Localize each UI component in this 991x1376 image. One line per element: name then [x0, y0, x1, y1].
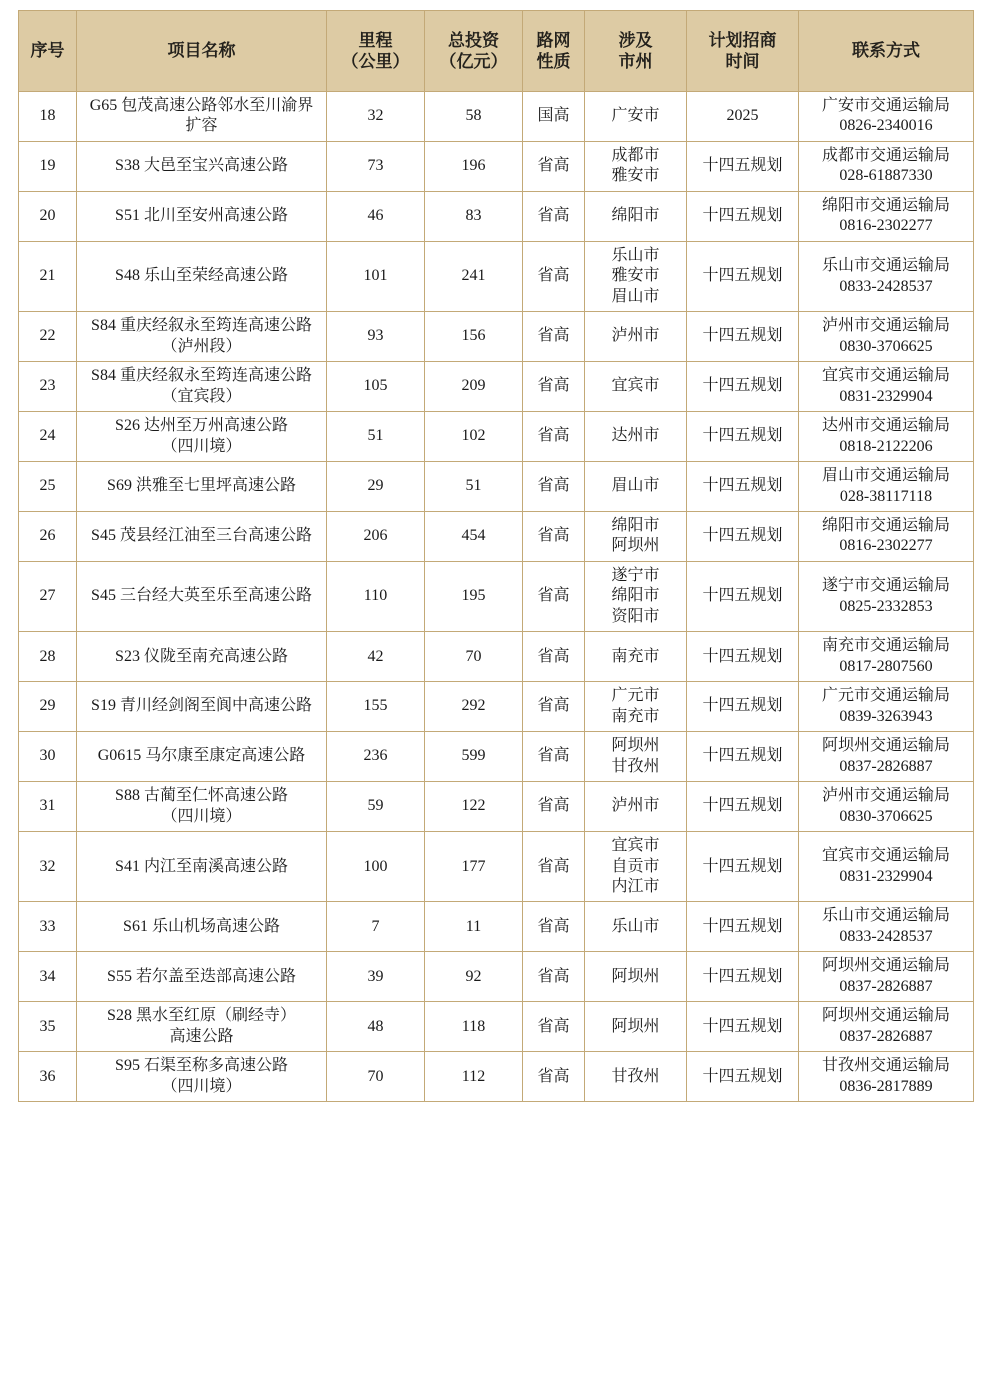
cell-index: 28 — [19, 632, 77, 682]
cell-name — [77, 312, 327, 362]
cell-name-line: S51 北川至安州高速公路 — [115, 207, 288, 225]
cell-name-line: S88 古蔺至仁怀高速公路 — [115, 787, 288, 805]
cell-contact — [799, 92, 974, 142]
cell-contact — [799, 1052, 974, 1102]
cell-contact — [799, 782, 974, 832]
cell-cities-line: 雅安市 — [611, 267, 660, 285]
cell-name-line: S26 达州至万州高速公路 — [115, 417, 288, 435]
cell-road_type: 省高 — [523, 241, 585, 311]
column-header-mileage-line1: 里程 — [358, 30, 393, 50]
cell-road_type: 省高 — [523, 1002, 585, 1052]
cell-cities — [585, 832, 687, 902]
cell-cities — [585, 632, 687, 682]
cell-cities — [585, 92, 687, 142]
table-header — [19, 11, 974, 92]
cell-contact — [799, 732, 974, 782]
cell-cities — [585, 1002, 687, 1052]
column-header-investment-line2: （亿元） — [439, 52, 508, 71]
cell-name-line: （四川境） — [161, 807, 242, 825]
cell-name-line: S28 黑水至红原（刷经寺） — [107, 1007, 296, 1025]
cell-investment: 102 — [425, 412, 523, 462]
cell-name — [77, 511, 327, 561]
cell-plan_time: 十四五规划 — [687, 191, 799, 241]
cell-contact-line: 宜宾市交通运输局 — [821, 367, 950, 385]
cell-cities-line: 泸州市 — [611, 797, 660, 815]
cell-index: 32 — [19, 832, 77, 902]
cell-plan_time: 十四五规划 — [687, 952, 799, 1002]
cell-name-line: （宜宾段） — [161, 387, 242, 405]
cell-contact-line: 0833-2428537 — [839, 277, 933, 295]
cell-name-line: S45 三台经大英至乐至高速公路 — [91, 587, 312, 605]
cell-contact-line: 0826-2340016 — [839, 117, 933, 135]
cell-contact-line: 阿坝州交通运输局 — [821, 737, 950, 755]
cell-plan_time: 十四五规划 — [687, 412, 799, 462]
column-header-cities — [585, 11, 687, 92]
cell-plan_time: 十四五规划 — [687, 312, 799, 362]
cell-name — [77, 732, 327, 782]
cell-mileage: 236 — [327, 732, 425, 782]
cell-index: 31 — [19, 782, 77, 832]
cell-mileage: 73 — [327, 141, 425, 191]
cell-investment: 292 — [425, 682, 523, 732]
table-row — [19, 362, 974, 412]
cell-road_type: 省高 — [523, 732, 585, 782]
cell-investment: 70 — [425, 632, 523, 682]
cell-plan_time: 十四五规划 — [687, 561, 799, 631]
cell-name — [77, 561, 327, 631]
cell-name — [77, 191, 327, 241]
cell-cities-line: 雅安市 — [611, 167, 660, 185]
table-row — [19, 312, 974, 362]
cell-mileage: 59 — [327, 782, 425, 832]
cell-contact-line: 南充市交通运输局 — [821, 637, 950, 655]
cell-contact-line: 0831-2329904 — [839, 867, 933, 885]
cell-name-line: S84 重庆经叙永至筠连高速公路 — [91, 317, 312, 335]
cell-road_type: 省高 — [523, 141, 585, 191]
cell-plan_time: 十四五规划 — [687, 632, 799, 682]
cell-contact-line: 0836-2817889 — [839, 1077, 933, 1095]
cell-name-line: S45 茂县经江油至三台高速公路 — [91, 527, 312, 545]
cell-contact — [799, 832, 974, 902]
cell-plan_time: 十四五规划 — [687, 782, 799, 832]
cell-contact-line: 0837-2826887 — [839, 757, 933, 775]
cell-cities — [585, 141, 687, 191]
cell-cities-line: 南充市 — [611, 647, 660, 665]
table-row — [19, 241, 974, 311]
cell-contact-line: 0830-3706625 — [839, 807, 933, 825]
cell-contact-line: 广安市交通运输局 — [821, 97, 950, 114]
cell-plan_time: 十四五规划 — [687, 732, 799, 782]
cell-contact-line: 0816-2302277 — [839, 217, 933, 235]
table-row — [19, 561, 974, 631]
cell-name-line: 扩容 — [185, 117, 218, 135]
cell-cities-line: 成都市 — [611, 146, 660, 164]
cell-cities-line: 乐山市 — [611, 246, 660, 264]
cell-mileage: 29 — [327, 462, 425, 512]
cell-investment: 58 — [425, 92, 523, 142]
cell-index: 27 — [19, 561, 77, 631]
table-row — [19, 191, 974, 241]
cell-cities — [585, 241, 687, 311]
cell-investment: 83 — [425, 191, 523, 241]
cell-mileage: 105 — [327, 362, 425, 412]
cell-contact-line: 遂宁市交通运输局 — [821, 577, 950, 595]
cell-plan_time: 十四五规划 — [687, 141, 799, 191]
cell-index: 36 — [19, 1052, 77, 1102]
cell-mileage: 100 — [327, 832, 425, 902]
column-header-road-type-line2: 性质 — [536, 52, 571, 71]
cell-index: 19 — [19, 141, 77, 191]
cell-road_type: 国高 — [523, 92, 585, 142]
cell-index: 21 — [19, 241, 77, 311]
cell-cities-line: 绵阳市 — [611, 587, 660, 605]
cell-index: 30 — [19, 732, 77, 782]
table-row — [19, 902, 974, 952]
table-row — [19, 682, 974, 732]
cell-name-line: S38 大邑至宝兴高速公路 — [115, 157, 288, 175]
column-header-road-type — [523, 11, 585, 92]
cell-cities — [585, 312, 687, 362]
cell-cities — [585, 362, 687, 412]
cell-cities-line: 甘孜州 — [611, 757, 660, 775]
cell-road_type: 省高 — [523, 511, 585, 561]
cell-cities-line: 阿坝州 — [611, 967, 660, 985]
table-row — [19, 141, 974, 191]
cell-contact — [799, 952, 974, 1002]
column-header-investment — [425, 11, 523, 92]
cell-investment: 599 — [425, 732, 523, 782]
cell-cities — [585, 1052, 687, 1102]
cell-index: 33 — [19, 902, 77, 952]
cell-cities-line: 泸州市 — [611, 327, 660, 345]
cell-mileage: 32 — [327, 92, 425, 142]
cell-mileage: 39 — [327, 952, 425, 1002]
cell-name-line: （泸州段） — [161, 337, 242, 355]
cell-contact-line: 0817-2807560 — [839, 657, 933, 675]
column-header-plan-time-line2: 时间 — [725, 52, 760, 71]
cell-plan_time: 十四五规划 — [687, 682, 799, 732]
cell-investment: 196 — [425, 141, 523, 191]
cell-cities — [585, 511, 687, 561]
cell-cities-line: 乐山市 — [611, 917, 660, 935]
cell-mileage: 110 — [327, 561, 425, 631]
cell-name — [77, 632, 327, 682]
cell-name-line: S69 洪雅至七里坪高速公路 — [107, 477, 296, 495]
cell-cities-line: 南充市 — [611, 707, 660, 725]
cell-road_type: 省高 — [523, 1052, 585, 1102]
cell-cities-line: 宜宾市 — [611, 377, 660, 395]
cell-contact — [799, 511, 974, 561]
column-header-name: 项目名称 — [77, 11, 327, 92]
cell-investment: 209 — [425, 362, 523, 412]
cell-contact-line: 达州市交通运输局 — [821, 417, 950, 435]
cell-road_type: 省高 — [523, 832, 585, 902]
cell-index: 29 — [19, 682, 77, 732]
column-header-mileage — [327, 11, 425, 92]
cell-road_type: 省高 — [523, 462, 585, 512]
table-row — [19, 1052, 974, 1102]
cell-plan_time: 十四五规划 — [687, 902, 799, 952]
cell-name — [77, 782, 327, 832]
cell-cities — [585, 732, 687, 782]
cell-cities-line: 眉山市 — [611, 477, 660, 495]
cell-cities-line: 遂宁市 — [611, 566, 660, 584]
cell-cities — [585, 902, 687, 952]
cell-cities-line: 宜宾市 — [611, 837, 660, 855]
cell-contact — [799, 141, 974, 191]
cell-name-line: S61 乐山机场高速公路 — [123, 917, 280, 935]
cell-contact-line: 028-38117118 — [839, 487, 933, 505]
cell-cities — [585, 191, 687, 241]
cell-cities-line: 阿坝州 — [611, 1017, 660, 1035]
cell-mileage: 206 — [327, 511, 425, 561]
cell-cities-line: 眉山市 — [611, 287, 660, 305]
cell-cities-line: 广安市 — [611, 107, 660, 125]
cell-cities — [585, 561, 687, 631]
cell-cities-line: 广元市 — [611, 687, 660, 705]
cell-mileage: 70 — [327, 1052, 425, 1102]
cell-index: 26 — [19, 511, 77, 561]
cell-mileage: 155 — [327, 682, 425, 732]
cell-name — [77, 141, 327, 191]
column-header-investment-line1: 总投资 — [448, 30, 499, 50]
cell-cities-line: 自贡市 — [611, 857, 660, 875]
cell-cities-line: 阿坝州 — [611, 537, 660, 555]
cell-name-line: S23 仪陇至南充高速公路 — [115, 647, 288, 665]
cell-road_type: 省高 — [523, 561, 585, 631]
cell-cities — [585, 682, 687, 732]
column-header-road-type-line1: 路网 — [536, 30, 571, 50]
cell-contact-line: 0837-2826887 — [839, 977, 933, 995]
cell-cities-line: 资阳市 — [611, 607, 660, 625]
cell-contact — [799, 462, 974, 512]
table-row — [19, 782, 974, 832]
cell-road_type: 省高 — [523, 632, 585, 682]
cell-name-line: 高速公路 — [169, 1027, 234, 1045]
cell-index: 34 — [19, 952, 77, 1002]
cell-road_type: 省高 — [523, 412, 585, 462]
cell-contact — [799, 362, 974, 412]
cell-name — [77, 1002, 327, 1052]
cell-contact-line: 0837-2826887 — [839, 1027, 933, 1045]
cell-investment: 11 — [425, 902, 523, 952]
column-header-cities-line2: 市州 — [618, 52, 653, 71]
highway-projects-table — [18, 10, 974, 1102]
table-body — [19, 92, 974, 1102]
column-header-plan-time — [687, 11, 799, 92]
cell-contact-line: 0830-3706625 — [839, 337, 933, 355]
cell-contact-line: 广元市交通运输局 — [821, 687, 950, 705]
cell-name — [77, 412, 327, 462]
cell-contact-line: 甘孜州交通运输局 — [821, 1057, 950, 1075]
cell-name — [77, 1052, 327, 1102]
cell-plan_time: 十四五规划 — [687, 241, 799, 311]
cell-contact-line: 0831-2329904 — [839, 387, 933, 405]
cell-cities-line: 达州市 — [611, 427, 660, 445]
cell-plan_time: 十四五规划 — [687, 462, 799, 512]
cell-contact-line: 成都市交通运输局 — [821, 146, 950, 164]
cell-contact-line: 阿坝州交通运输局 — [821, 1007, 950, 1025]
cell-investment: 122 — [425, 782, 523, 832]
cell-contact-line: 0839-3263943 — [839, 707, 933, 725]
cell-name — [77, 832, 327, 902]
cell-contact-line: 泸州市交通运输局 — [821, 317, 950, 335]
cell-name-line: G0615 马尔康至康定高速公路 — [97, 747, 306, 765]
cell-name-line: S55 若尔盖至迭部高速公路 — [107, 967, 296, 985]
table-row — [19, 952, 974, 1002]
cell-contact — [799, 561, 974, 631]
cell-plan_time: 十四五规划 — [687, 1052, 799, 1102]
cell-cities-line: 内江市 — [611, 878, 660, 895]
cell-investment: 177 — [425, 832, 523, 902]
cell-mileage: 42 — [327, 632, 425, 682]
cell-index: 23 — [19, 362, 77, 412]
column-header-contact: 联系方式 — [799, 11, 974, 92]
cell-mileage: 101 — [327, 241, 425, 311]
cell-contact-line: 绵阳市交通运输局 — [821, 516, 950, 534]
cell-index: 20 — [19, 191, 77, 241]
cell-contact — [799, 241, 974, 311]
cell-mileage: 7 — [327, 902, 425, 952]
cell-contact-line: 0816-2302277 — [839, 537, 933, 555]
cell-contact — [799, 312, 974, 362]
cell-investment: 92 — [425, 952, 523, 1002]
table-row — [19, 732, 974, 782]
table-row — [19, 92, 974, 142]
cell-plan_time: 十四五规划 — [687, 832, 799, 902]
table-row — [19, 412, 974, 462]
cell-name-line: （四川境） — [161, 1077, 242, 1095]
cell-name — [77, 92, 327, 142]
cell-contact — [799, 412, 974, 462]
cell-index: 18 — [19, 92, 77, 142]
cell-contact — [799, 682, 974, 732]
cell-road_type: 省高 — [523, 312, 585, 362]
cell-name — [77, 241, 327, 311]
cell-cities — [585, 952, 687, 1002]
cell-cities-line: 甘孜州 — [611, 1067, 660, 1085]
cell-contact-line: 乐山市交通运输局 — [821, 257, 950, 275]
cell-cities-line: 绵阳市 — [611, 516, 660, 534]
column-header-mileage-line2: （公里） — [341, 52, 410, 71]
cell-name-line: G65 包茂高速公路邻水至川渝界 — [89, 97, 314, 114]
table-header-row — [19, 11, 974, 92]
cell-mileage: 48 — [327, 1002, 425, 1052]
cell-contact — [799, 902, 974, 952]
cell-index: 24 — [19, 412, 77, 462]
cell-road_type: 省高 — [523, 191, 585, 241]
cell-name — [77, 952, 327, 1002]
cell-plan_time: 十四五规划 — [687, 511, 799, 561]
cell-investment: 454 — [425, 511, 523, 561]
cell-contact-line: 028-61887330 — [839, 167, 933, 185]
table-row — [19, 832, 974, 902]
table-row — [19, 462, 974, 512]
cell-plan_time: 2025 — [687, 92, 799, 142]
cell-name-line: S19 青川经剑阁至阆中高速公路 — [91, 697, 312, 715]
cell-road_type: 省高 — [523, 782, 585, 832]
cell-contact-line: 乐山市交通运输局 — [821, 907, 950, 925]
cell-contact-line: 0833-2428537 — [839, 927, 933, 945]
cell-contact-line: 阿坝州交通运输局 — [821, 957, 950, 975]
cell-investment: 241 — [425, 241, 523, 311]
cell-cities-line: 绵阳市 — [611, 207, 660, 225]
cell-contact-line: 0825-2332853 — [839, 597, 933, 615]
cell-contact-line: 宜宾市交通运输局 — [821, 847, 950, 865]
cell-name — [77, 902, 327, 952]
cell-contact — [799, 191, 974, 241]
table-row — [19, 1002, 974, 1052]
cell-index: 25 — [19, 462, 77, 512]
cell-name-line: S41 内江至南溪高速公路 — [115, 857, 288, 875]
column-header-plan-time-line1: 计划招商 — [708, 30, 777, 50]
cell-name — [77, 682, 327, 732]
cell-name-line: （四川境） — [161, 437, 242, 455]
cell-contact — [799, 1002, 974, 1052]
cell-contact-line: 绵阳市交通运输局 — [821, 196, 950, 214]
cell-investment: 118 — [425, 1002, 523, 1052]
cell-name — [77, 462, 327, 512]
column-header-index: 序号 — [19, 11, 77, 92]
cell-name-line: S48 乐山至荣经高速公路 — [115, 267, 288, 285]
cell-cities — [585, 782, 687, 832]
cell-contact-line: 眉山市交通运输局 — [821, 467, 950, 485]
cell-contact-line: 泸州市交通运输局 — [821, 787, 950, 805]
cell-contact-line: 0818-2122206 — [839, 437, 933, 455]
cell-road_type: 省高 — [523, 682, 585, 732]
cell-contact — [799, 632, 974, 682]
cell-mileage: 46 — [327, 191, 425, 241]
column-header-cities-line1: 涉及 — [618, 30, 653, 50]
cell-name-line: S95 石渠至称多高速公路 — [115, 1057, 288, 1075]
cell-cities — [585, 412, 687, 462]
cell-index: 22 — [19, 312, 77, 362]
cell-plan_time: 十四五规划 — [687, 362, 799, 412]
cell-index: 35 — [19, 1002, 77, 1052]
cell-mileage: 93 — [327, 312, 425, 362]
cell-road_type: 省高 — [523, 902, 585, 952]
table-row — [19, 511, 974, 561]
cell-investment: 156 — [425, 312, 523, 362]
cell-mileage: 51 — [327, 412, 425, 462]
cell-investment: 51 — [425, 462, 523, 512]
cell-investment: 195 — [425, 561, 523, 631]
table-row — [19, 632, 974, 682]
cell-plan_time: 十四五规划 — [687, 1002, 799, 1052]
cell-name — [77, 362, 327, 412]
cell-road_type: 省高 — [523, 952, 585, 1002]
cell-cities — [585, 462, 687, 512]
cell-road_type: 省高 — [523, 362, 585, 412]
cell-name-line: S84 重庆经叙永至筠连高速公路 — [91, 367, 312, 385]
cell-cities-line: 阿坝州 — [611, 737, 660, 755]
cell-investment: 112 — [425, 1052, 523, 1102]
